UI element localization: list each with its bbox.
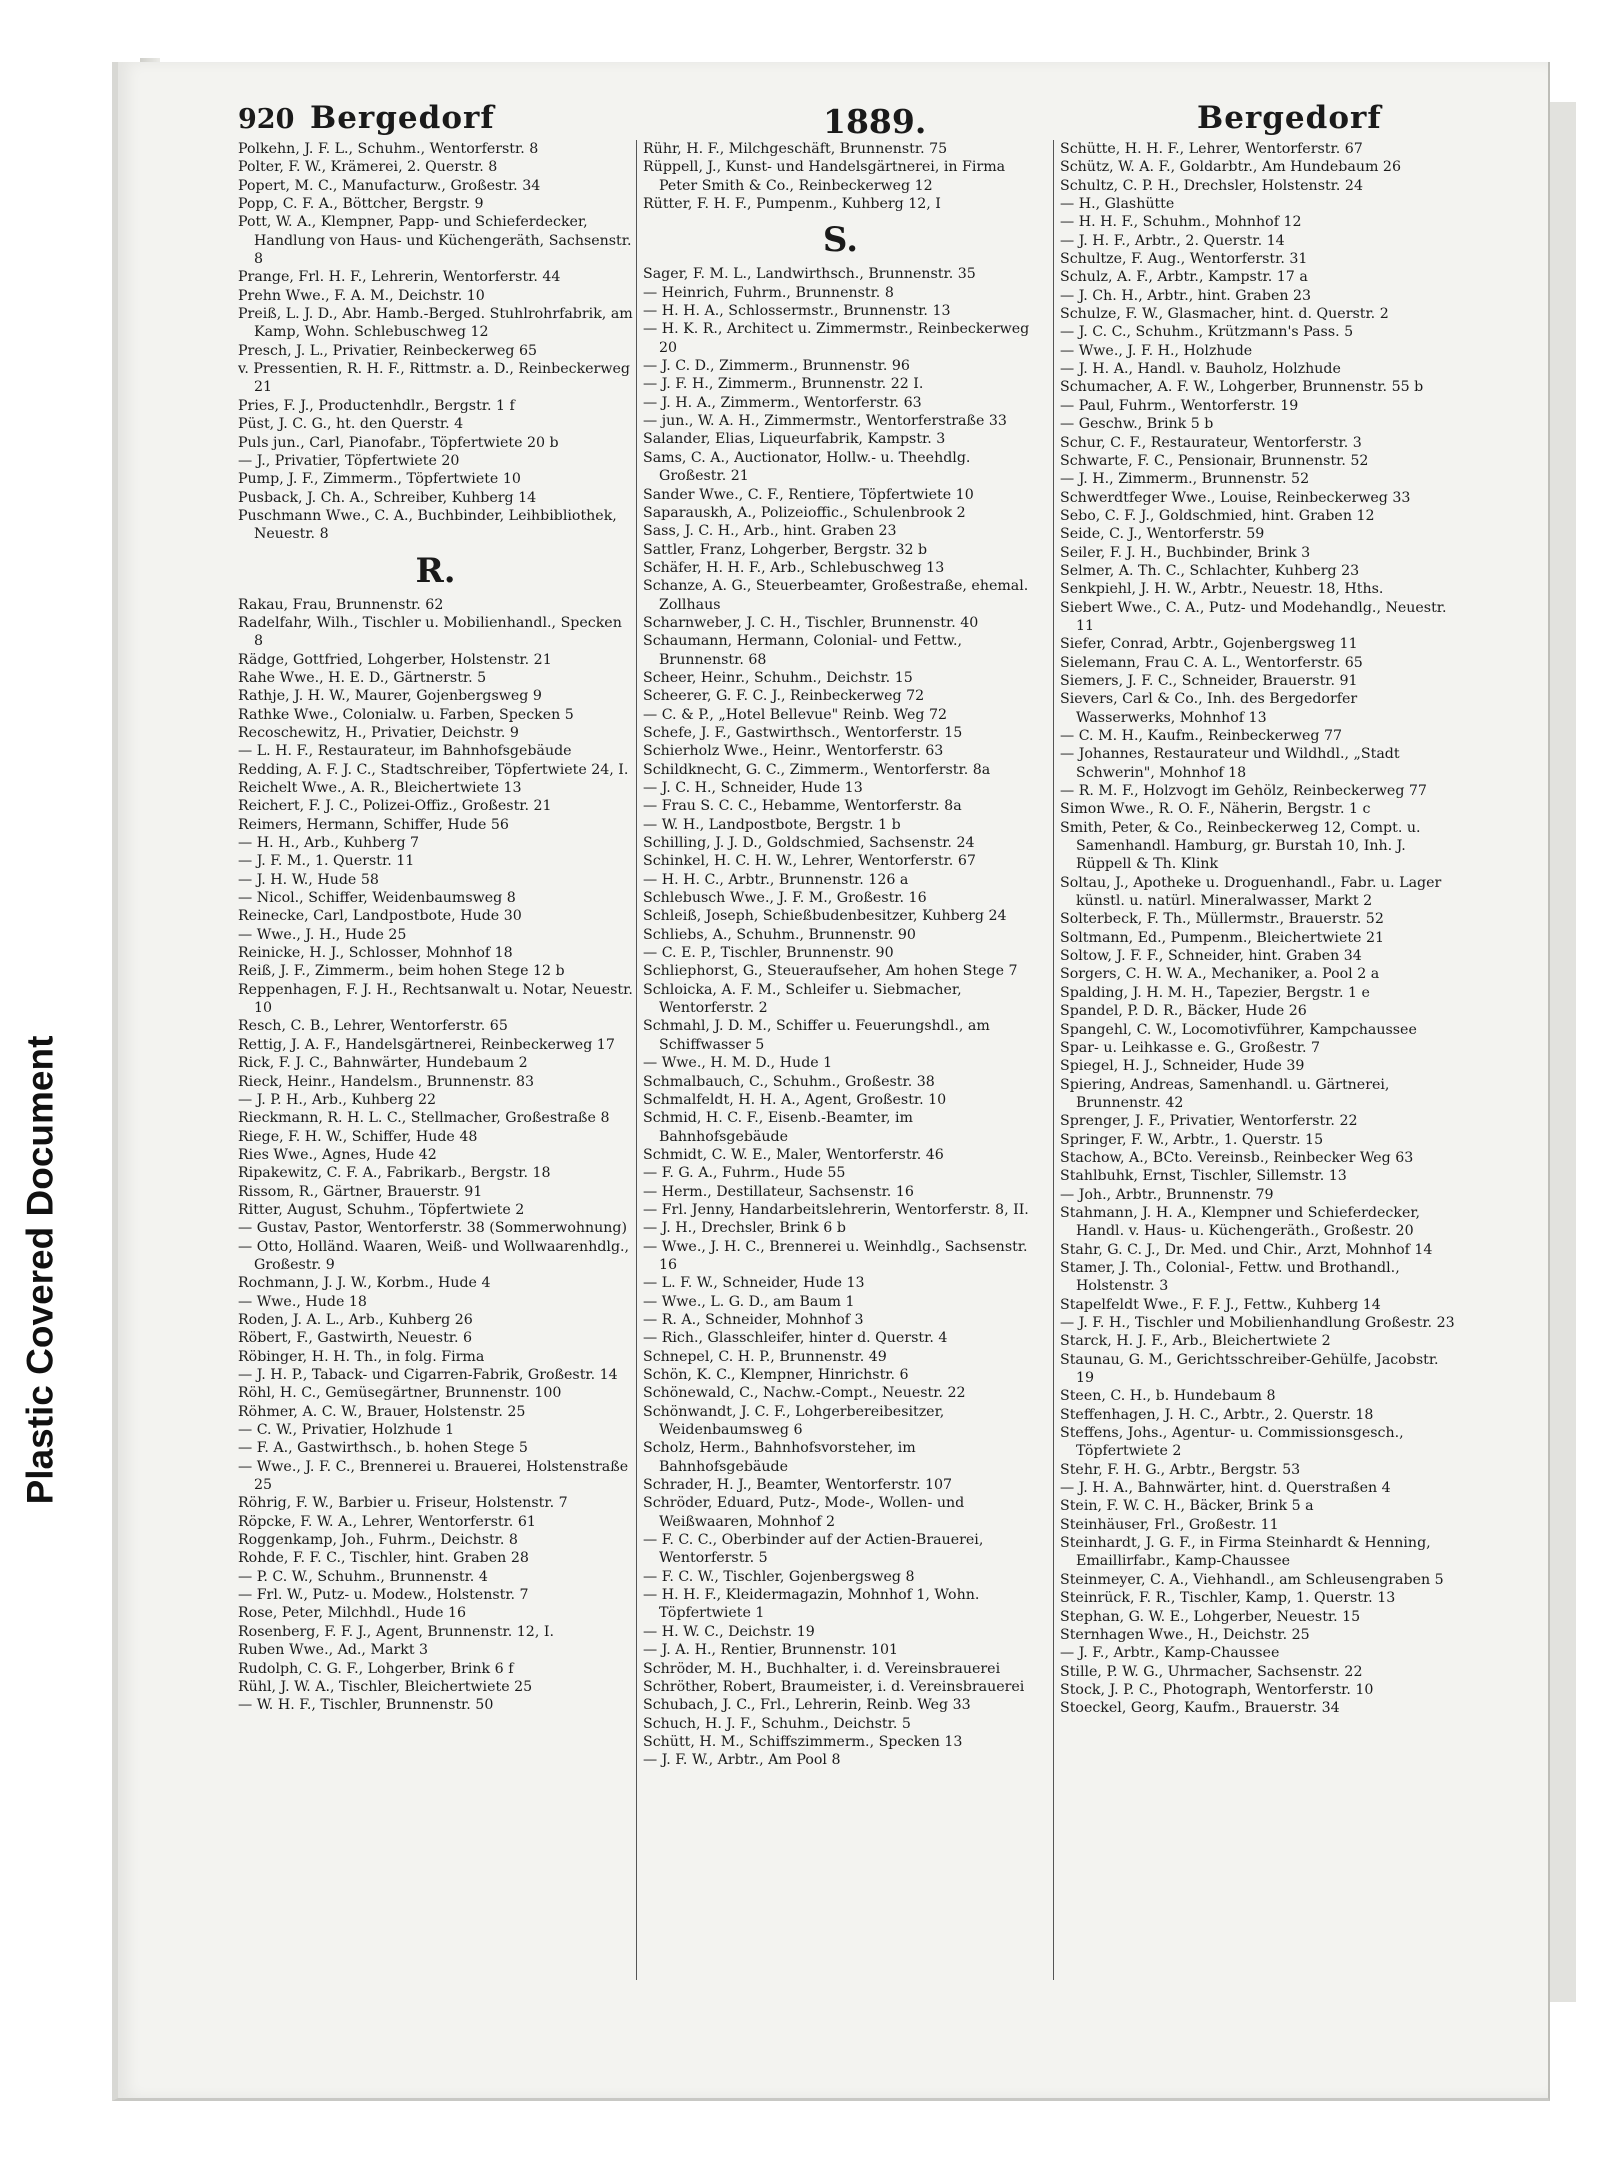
directory-entry: Rick, F. J. C., Bahnwärter, Hundebaum 2 xyxy=(238,1055,528,1072)
directory-entry: — J. H., Drechsler, Brink 6 b xyxy=(643,1220,846,1237)
directory-entry: Sander Wwe., C. F., Rentiere, Töpfertwiete 10 xyxy=(643,486,974,503)
directory-entry: Schuch, H. J. F., Schuhm., Deichstr. 5 xyxy=(643,1715,911,1732)
directory-entry: Sattler, Franz, Lohgerber, Bergstr. 32 b xyxy=(643,541,928,558)
directory-entry: — H. H., Arb., Kuhberg 7 xyxy=(238,835,420,852)
directory-entry: — R. A., Schneider, Mohnhof 3 xyxy=(643,1311,864,1328)
directory-entry: Schulz, A. F., Arbtr., Kampstr. 17 a xyxy=(1060,269,1308,286)
directory-entry: — J. P. H., Arb., Kuhberg 22 xyxy=(238,1091,436,1108)
directory-entry: — J. H. P., Taback- und Cigarren-Fabrik, Großestr. 14 xyxy=(238,1367,618,1383)
section-letter: S. xyxy=(822,220,859,261)
directory-entry: Soltau, J., Apotheke u. Droguenhandl., Fabr. u. Lager künstl. u. natürl. Mineralwasser, Markt 2 xyxy=(1060,874,1442,910)
directory-entry: — J. H., Zimmerm., Brunnenstr. 52 xyxy=(1060,471,1310,488)
directory-entry: — L. H. F., Restaurateur, im Bahnhofsgebäude xyxy=(238,743,572,760)
directory-entry: Stahlbuhk, Ernst, Tischler, Sillemstr. 13 xyxy=(1060,1168,1347,1185)
directory-entry: Popert, M. C., Manufacturw., Großestr. 34 xyxy=(238,177,541,194)
directory-entry: Röhrig, F. W., Barbier u. Friseur, Holstenstr. 7 xyxy=(238,1495,568,1512)
side-label xyxy=(0,1000,80,1540)
directory-entry: — Wwe., L. G. D., am Baum 1 xyxy=(643,1293,855,1310)
directory-entry: Röbinger, H. H. Th., in folg. Firma xyxy=(238,1348,485,1365)
directory-entry: Schröder, M. H., Buchhalter, i. d. Vereinsbrauerei xyxy=(643,1660,1001,1677)
directory-entry: — Wwe., J. F. H., Holzhude xyxy=(1060,342,1253,359)
page-number: 920 xyxy=(238,104,295,135)
directory-entry: Selmer, A. Th. C., Schlachter, Kuhberg 23 xyxy=(1060,562,1360,579)
directory-entry: — Frau S. C. C., Hebamme, Wentorferstr. 8a xyxy=(643,798,962,815)
directory-entry: Roden, J. A. L., Arb., Kuhberg 26 xyxy=(238,1311,473,1328)
directory-entry: — Wwe., Hude 18 xyxy=(238,1293,367,1310)
directory-entry: Stock, J. P. C., Photograph, Wentorferstr. 10 xyxy=(1060,1681,1374,1698)
directory-entry: Riege, F. H. W., Schiffer, Hude 48 xyxy=(238,1128,478,1145)
directory-entry: Rühl, J. W. A., Tischler, Bleichertwiete 25 xyxy=(238,1678,533,1695)
directory-entry: Schaumann, Hermann, Colonial- und Fettw., Brunnenstr. 68 xyxy=(643,633,963,668)
directory-entry: — F. A., Gastwirthsch., b. hohen Stege 5 xyxy=(238,1440,528,1457)
directory-entry: Schulze, F. W., Glasmacher, hint. d. Querstr. 2 xyxy=(1060,306,1389,323)
directory-entry: — W. H. F., Tischler, Brunnenstr. 50 xyxy=(238,1697,494,1714)
directory-entry: Sass, J. C. H., Arb., hint. Graben 23 xyxy=(643,523,897,540)
directory-entry: — Gustav, Pastor, Wentorferstr. 38 (Sommerwohnung) xyxy=(238,1220,628,1237)
directory-entry: Roggenkamp, Joh., Fuhrm., Deichstr. 8 xyxy=(238,1532,518,1549)
directory-entry: — Johannes, Restaurateur und Wildhdl., „Stadt Schwerin", Mohnhof 18 xyxy=(1060,746,1400,781)
column-2 xyxy=(643,140,1038,1770)
directory-entry: — Wwe., J. H., Hude 25 xyxy=(238,926,407,943)
directory-entry: Starck, H. J. F., Arb., Bleichertwiete 2 xyxy=(1060,1333,1331,1350)
directory-entry: Resch, C. B., Lehrer, Wentorferstr. 65 xyxy=(238,1018,508,1035)
directory-entry: v. Pressentien, R. H. F., Rittmstr. a. D., Reinbeckerweg 21 xyxy=(238,361,630,396)
directory-entry: Rakau, Frau, Brunnenstr. 62 xyxy=(238,596,444,613)
directory-entry: Sams, C. A., Auctionator, Hollw.- u. Theehdlg. Großestr. 21 xyxy=(643,449,971,485)
directory-entry: — J. F. W., Arbtr., Am Pool 8 xyxy=(643,1752,841,1769)
directory-entry: Stephan, G. W. E., Lohgerber, Neuestr. 15 xyxy=(1060,1608,1361,1625)
directory-entry: — J. H. F., Arbtr., 2. Querstr. 14 xyxy=(1060,232,1285,249)
directory-entry: Rochmann, J. J. W., Korbm., Hude 4 xyxy=(238,1275,491,1292)
directory-entry: Schultze, F. Aug., Wentorferstr. 31 xyxy=(1060,251,1308,268)
directory-entry: Puschmann Wwe., C. A., Buchbinder, Leihbibliothek, Neuestr. 8 xyxy=(238,507,617,543)
directory-entry: Schefe, J. F., Gastwirthsch., Wentorferstr. 15 xyxy=(643,724,963,741)
directory-entry: Seide, C. J., Wentorferstr. 59 xyxy=(1060,526,1265,543)
directory-entry: — J. A. H., Rentier, Brunnenstr. 101 xyxy=(643,1642,899,1659)
directory-entry: Rüppell, J., Kunst- und Handelsgärtnerei, in Firma Peter Smith & Co., Reinbeckerweg 12 xyxy=(643,159,1006,194)
directory-entry: Schilling, J. J. D., Goldschmied, Sachsenstr. 24 xyxy=(643,835,975,852)
directory-entry: Ruben Wwe., Ad., Markt 3 xyxy=(238,1642,429,1659)
directory-entry: — J. C. D., Zimmerm., Brunnenstr. 96 xyxy=(643,358,910,375)
directory-entry: — H. H. A., Schlossermstr., Brunnenstr. 13 xyxy=(643,303,951,320)
directory-entry: Puls jun., Carl, Pianofabr., Töpfertwiete 20 b xyxy=(238,434,559,451)
directory-entry: Rieckmann, R. H. L. C., Stellmacher, Großestraße 8 xyxy=(238,1110,610,1127)
directory-entry: Sprenger, J. F., Privatier, Wentorferstr. 22 xyxy=(1060,1113,1358,1130)
directory-entry: Rädge, Gottfried, Lohgerber, Holstenstr. 21 xyxy=(238,651,552,668)
directory-entry: — Geschw., Brink 5 b xyxy=(1060,416,1214,433)
directory-entry: Röhl, H. C., Gemüsegärtner, Brunnenstr. 100 xyxy=(238,1385,562,1402)
directory-entry: Stahr, G. C. J., Dr. Med. und Chir., Arzt, Mohnhof 14 xyxy=(1060,1241,1433,1258)
directory-entry: — Heinrich, Fuhrm., Brunnenstr. 8 xyxy=(643,284,894,301)
right-running-title: Bergedorf xyxy=(1197,100,1382,136)
directory-entry: Schleiß, Joseph, Schießbudenbesitzer, Kuhberg 24 xyxy=(643,908,1007,925)
directory-entry: Rose, Peter, Milchhdl., Hude 16 xyxy=(238,1605,467,1622)
directory-entry: Schwerdtfeger Wwe., Louise, Reinbeckerweg 33 xyxy=(1060,489,1411,506)
directory-entry: Polter, F. W., Krämerei, 2. Querstr. 8 xyxy=(238,159,498,176)
directory-entry: Popp, C. F. A., Böttcher, Bergstr. 9 xyxy=(238,196,484,213)
directory-entry: Schildknecht, G. C., Zimmerm., Wentorferstr. 8a xyxy=(643,761,991,778)
directory-entry: — F. G. A., Fuhrm., Hude 55 xyxy=(643,1165,846,1182)
directory-entry: Schmalbauch, C., Schuhm., Großestr. 38 xyxy=(643,1073,935,1090)
directory-entry: Spiegel, H. J., Schneider, Hude 39 xyxy=(1060,1058,1305,1075)
directory-entry: Röhmer, A. C. W., Brauer, Holstenstr. 25 xyxy=(238,1403,526,1420)
directory-entry: Pusback, J. Ch. A., Schreiber, Kuhberg 14 xyxy=(238,489,537,506)
column-1 xyxy=(238,140,633,1715)
directory-entry: Röpcke, F. W. A., Lehrer, Wentorferstr. 61 xyxy=(238,1513,536,1530)
directory-entry: Sielemann, Frau C. A. L., Wentorferstr. 65 xyxy=(1060,654,1363,671)
directory-entry: Scholz, Herm., Bahnhofsvorsteher, im Bahnhofsgebäude xyxy=(643,1440,916,1475)
directory-entry: Schütt, H. M., Schiffszimmerm., Specken 13 xyxy=(643,1733,963,1750)
directory-entry: — Wwe., J. H. C., Brennerei u. Weinhdlg., Sachsenstr. 16 xyxy=(643,1238,1028,1273)
directory-entry: — J. F. H., Zimmerm., Brunnenstr. 22 I. xyxy=(643,376,924,393)
directory-entry: Schnepel, C. H. P., Brunnenstr. 49 xyxy=(643,1348,887,1365)
directory-entry: — Nicol., Schiffer, Weidenbaumsweg 8 xyxy=(238,890,516,907)
directory-entry: — J. F., Arbtr., Kamp-Chaussee xyxy=(1060,1645,1280,1662)
directory-entry: Schierholz Wwe., Heinr., Wentorferstr. 63 xyxy=(643,743,944,760)
column-rule xyxy=(1053,140,1054,1980)
directory-entry: — Herm., Destillateur, Sachsenstr. 16 xyxy=(643,1183,914,1200)
directory-entry: — Joh., Arbtr., Brunnenstr. 79 xyxy=(1060,1186,1274,1203)
directory-entry: Sebo, C. F. J., Goldschmied, hint. Graben 12 xyxy=(1060,507,1375,524)
directory-entry: Schäfer, H. H. F., Arb., Schlebuschweg 13 xyxy=(643,559,945,576)
directory-entry: Radelfahr, Wilh., Tischler u. Mobilienhandl., Specken 8 xyxy=(238,614,622,650)
directory-entry: Pott, W. A., Klempner, Papp- und Schieferdecker, Handlung von Haus- und Küchengeräth, Sachsenstr. 8 xyxy=(238,214,632,268)
directory-entry: — H. H. F., Schuhm., Mohnhof 12 xyxy=(1060,214,1302,231)
directory-entry: Polkehn, J. F. L., Schuhm., Wentorferstr. 8 xyxy=(238,141,539,157)
directory-entry: Schütte, H. H. F., Lehrer, Wentorferstr. 67 xyxy=(1060,141,1363,157)
directory-entry: Siemers, J. F. C., Schneider, Brauerstr. 91 xyxy=(1060,672,1358,689)
directory-entry: Steffens, Johs., Agentur- u. Commissionsgesch., Töpfertwiete 2 xyxy=(1060,1425,1404,1460)
directory-entry: Steinhäuser, Frl., Großestr. 11 xyxy=(1060,1516,1279,1533)
directory-entry: Senkpiehl, J. H. W., Arbtr., Neuestr. 18, Hths. xyxy=(1060,581,1384,598)
directory-entry: Schanze, A. G., Steuerbeamter, Großestraße, ehemal. Zollhaus xyxy=(643,578,1029,613)
directory-entry: Rohde, F. F. C., Tischler, hint. Graben 28 xyxy=(238,1550,529,1567)
directory-entry: Presch, J. L., Privatier, Reinbeckerweg 65 xyxy=(238,342,538,359)
directory-entry: Rühr, H. F., Milchgeschäft, Brunnenstr. 75 xyxy=(643,141,948,157)
directory-entry: Rieck, Heinr., Handelsm., Brunnenstr. 83 xyxy=(238,1073,535,1090)
directory-entry: — J. C. C., Schuhm., Krützmann's Pass. 5 xyxy=(1060,324,1354,341)
directory-entry: — L. F. W., Schneider, Hude 13 xyxy=(643,1275,865,1292)
directory-entry: Schliephorst, G., Steueraufseher, Am hohen Stege 7 xyxy=(643,963,1018,980)
directory-entry: — J. Ch. H., Arbtr., hint. Graben 23 xyxy=(1060,287,1312,304)
directory-entry: Rahe Wwe., H. E. D., Gärtnerstr. 5 xyxy=(238,669,487,686)
directory-entry: — C. M. H., Kaufm., Reinbeckerweg 77 xyxy=(1060,728,1343,744)
directory-entry: Rathje, J. H. W., Maurer, Gojenbergsweg 9 xyxy=(238,688,542,705)
column-rule xyxy=(636,140,637,1980)
directory-entry: — Rich., Glasschleifer, hinter d. Querstr. 4 xyxy=(643,1330,948,1347)
directory-entry: — H., Glashütte xyxy=(1060,196,1175,213)
directory-entry: — W. H., Landpostbote, Bergstr. 1 b xyxy=(643,816,901,833)
directory-entry: Sager, F. M. L., Landwirthsch., Brunnenstr. 35 xyxy=(643,266,976,283)
directory-entry: Reinicke, H. J., Schlosser, Mohnhof 18 xyxy=(238,945,513,962)
directory-entry: Rütter, F. H. F., Pumpenm., Kuhberg 12, I xyxy=(643,196,941,213)
directory-entry: — J. H. A., Bahnwärter, hint. d. Querstraßen 4 xyxy=(1060,1480,1391,1497)
directory-entry: Rosenberg, F. F. J., Agent, Brunnenstr. 12, I. xyxy=(238,1623,554,1640)
directory-entry: Scheer, Heinr., Schuhm., Deichstr. 15 xyxy=(643,669,913,686)
directory-entry: — H. K. R., Architect u. Zimmermstr., Reinbeckerweg 20 xyxy=(643,321,1030,356)
directory-entry: Steffenhagen, J. H. C., Arbtr., 2. Querstr. 18 xyxy=(1060,1406,1374,1423)
directory-entry: Ritter, August, Schuhm., Töpfertwiete 2 xyxy=(238,1201,525,1218)
directory-entry: Scheerer, G. F. C. J., Reinbeckerweg 72 xyxy=(643,688,925,705)
directory-entry: — Otto, Holländ. Waaren, Weiß- und Wollwaarenhdlg., Großestr. 9 xyxy=(238,1238,630,1273)
directory-entry: — J. H. A., Zimmerm., Wentorferstr. 63 xyxy=(643,394,922,411)
directory-entry: Sorgers, C. H. W. A., Mechaniker, a. Pool 2 a xyxy=(1060,966,1380,983)
directory-entry: Siebert Wwe., C. A., Putz- und Modehandlg., Neuestr. 11 xyxy=(1060,599,1447,634)
directory-entry: Stachow, A., BCto. Vereinsb., Reinbecker Weg 63 xyxy=(1060,1149,1414,1166)
directory-entry: — jun., W. A. H., Zimmermstr., Wentorferstraße 33 xyxy=(643,413,1007,430)
directory-entry: Rathke Wwe., Colonialw. u. Farben, Specken 5 xyxy=(238,706,574,723)
side-label-text: Plastic Covered Document xyxy=(19,1035,60,1505)
directory-entry: Schönewald, C., Nachw.-Compt., Neuestr. 22 xyxy=(643,1385,966,1402)
directory-entry: Stehr, F. H. G., Arbtr., Bergstr. 53 xyxy=(1060,1461,1301,1478)
directory-entry: Schröder, Eduard, Putz-, Mode-, Wollen- und Weißwaaren, Mohnhof 2 xyxy=(643,1495,965,1530)
directory-entry: Stamer, J. Th., Colonial-, Fettw. und Brothandl., Holstenstr. 3 xyxy=(1060,1259,1400,1295)
directory-entry: Püst, J. C. G., ht. den Querstr. 4 xyxy=(238,416,464,433)
directory-entry: — P. C. W., Schuhm., Brunnenstr. 4 xyxy=(238,1568,488,1585)
directory-entry: Schliebs, A., Schuhm., Brunnenstr. 90 xyxy=(643,926,916,943)
directory-entry: Rudolph, C. G. F., Lohgerber, Brink 6 f xyxy=(238,1660,514,1677)
directory-entry: — F. C. W., Tischler, Gojenbergsweg 8 xyxy=(643,1568,915,1585)
directory-entry: — J. C. H., Schneider, Hude 13 xyxy=(643,780,863,796)
directory-entry: — J., Privatier, Töpfertwiete 20 xyxy=(238,452,460,469)
directory-entry: Reiß, J. F., Zimmerm., beim hohen Stege 12 b xyxy=(238,963,565,980)
directory-entry: Recoschewitz, H., Privatier, Deichstr. 9 xyxy=(238,724,519,741)
directory-entry: Spar- u. Leihkasse e. G., Großestr. 7 xyxy=(1060,1039,1321,1056)
directory-entry: Schmidt, C. W. E., Maler, Wentorferstr. 46 xyxy=(643,1146,944,1163)
directory-entry: Schubach, J. C., Frl., Lehrerin, Reinb. Weg 33 xyxy=(643,1697,971,1714)
directory-entry: Seiler, F. J. H., Buchbinder, Brink 3 xyxy=(1060,544,1311,561)
directory-entry: — C. & P., „Hotel Bellevue" Reinb. Weg 72 xyxy=(643,706,948,723)
directory-entry: — J. H. W., Hude 58 xyxy=(238,871,379,888)
directory-entry: Siefer, Conrad, Arbtr., Gojenbergsweg 11 xyxy=(1060,636,1358,653)
directory-entry: Schönwandt, J. C. F., Lohgerbereibesitzer, Weidenbaumsweg 6 xyxy=(643,1403,945,1439)
directory-entry: Schön, K. C., Klempner, Hinrichstr. 6 xyxy=(643,1367,909,1383)
directory-entry: Solterbeck, F. Th., Müllermstr., Brauerstr. 52 xyxy=(1060,911,1384,928)
directory-entry: Soltow, J. F. F., Schneider, hint. Graben 34 xyxy=(1060,948,1362,965)
directory-entry: — H. H. C., Arbtr., Brunnenstr. 126 a xyxy=(643,871,909,888)
directory-entry: Schröther, Robert, Braumeister, i. d. Vereinsbrauerei xyxy=(643,1678,1025,1695)
directory-entry: — Frl. Jenny, Handarbeitslehrerin, Wentorferstr. 8, II. xyxy=(643,1201,1029,1218)
directory-entry: — Frl. W., Putz- u. Modew., Holstenstr. 7 xyxy=(238,1587,529,1604)
directory-entry: Schultz, C. P. H., Drechsler, Holstenstr. 24 xyxy=(1060,177,1363,194)
directory-entry: Reinecke, Carl, Landpostbote, Hude 30 xyxy=(238,908,522,925)
left-running-title: Bergedorf xyxy=(310,100,495,136)
directory-entry: Spangehl, C. W., Locomotivführer, Kampchaussee xyxy=(1060,1021,1417,1038)
directory-entry: Schmahl, J. D. M., Schiffer u. Feuerungshdl., am Schiffwasser 5 xyxy=(643,1018,990,1053)
directory-entry: Salander, Elias, Liqueurfabrik, Kampstr. 3 xyxy=(643,431,946,448)
directory-entry: Schwarte, F. C., Pensionair, Brunnenstr. 52 xyxy=(1060,452,1369,469)
directory-entry: Sievers, Carl & Co., Inh. des Bergedorfer Wasserwerks, Mohnhof 13 xyxy=(1060,691,1358,726)
directory-entry: Schloicka, A. F. M., Schleifer u. Siebmacher, Wentorferstr. 2 xyxy=(643,981,962,1017)
directory-entry: Steinrück, F. R., Tischler, Kamp, 1. Querstr. 13 xyxy=(1060,1590,1396,1607)
directory-entry: Smith, Peter, & Co., Reinbeckerweg 12, Compt. u. Samenhandl. Hamburg, gr. Burstah 10, Inh. J. Rüppell & Th. Klink xyxy=(1060,819,1421,873)
directory-entry: Steinhardt, J. G. F., in Firma Steinhardt & Henning, Emaillirfabr., Kamp-Chaussee xyxy=(1060,1535,1431,1570)
directory-entry: Simon Wwe., R. O. F., Näherin, Bergstr. 1 c xyxy=(1060,801,1371,818)
directory-entry: Ries Wwe., Agnes, Hude 42 xyxy=(238,1146,437,1163)
directory-entry: Stein, F. W. C. H., Bäcker, Brink 5 a xyxy=(1060,1498,1314,1515)
directory-entry: Schrader, H. J., Beamter, Wentorferstr. 107 xyxy=(643,1477,953,1494)
directory-entry: Reichelt Wwe., A. R., Bleichertwiete 13 xyxy=(238,780,522,796)
directory-entry: — H. H. F., Kleidermagazin, Mohnhof 1, Wohn. Töpfertwiete 1 xyxy=(643,1587,980,1622)
directory-entry: Preiß, L. J. D., Abr. Hamb.-Berged. Stuhlrohrfabrik, am Kamp, Wohn. Schlebuschweg 12 xyxy=(238,306,633,341)
directory-entry: Stahmann, J. H. A., Klempner und Schieferdecker, Handl. v. Haus- u. Küchengeräth., Großestr. 20 xyxy=(1060,1204,1421,1240)
directory-entry: Scharnweber, J. C. H., Tischler, Brunnenstr. 40 xyxy=(643,614,979,631)
directory-entry: — Paul, Fuhrm., Wentorferstr. 19 xyxy=(1060,397,1299,414)
directory-entry: Spalding, J. H. M. H., Tapezier, Bergstr. 1 e xyxy=(1060,984,1370,1001)
directory-entry: Ripakewitz, C. F. A., Fabrikarb., Bergstr. 18 xyxy=(238,1165,551,1182)
directory-entry: Schmid, H. C. F., Eisenb.-Beamter, im Bahnhofsgebäude xyxy=(643,1110,913,1145)
directory-entry: Schur, C. F., Restaurateur, Wentorferstr. 3 xyxy=(1060,434,1362,451)
section-letter: R. xyxy=(415,550,456,591)
directory-entry: Schmalfeldt, H. H. A., Agent, Großestr. 10 xyxy=(643,1091,947,1108)
directory-entry: Steinmeyer, C. A., Viehhandl., am Schleusengraben 5 xyxy=(1060,1571,1444,1588)
directory-entry: Stille, P. W. G., Uhrmacher, Sachsenstr. 22 xyxy=(1060,1663,1363,1680)
directory-entry: Schumacher, A. F. W., Lohgerber, Brunnenstr. 55 b xyxy=(1060,379,1424,396)
directory-entry: Stoeckel, Georg, Kaufm., Brauerstr. 34 xyxy=(1060,1700,1340,1717)
directory-entry: Reppenhagen, F. J. H., Rechtsanwalt u. Notar, Neuestr. 10 xyxy=(238,981,633,1017)
directory-entry: Rettig, J. A. F., Handelsgärtnerei, Reinbeckerweg 17 xyxy=(238,1036,615,1053)
directory-entry: Prehn Wwe., F. A. M., Deichstr. 10 xyxy=(238,287,485,304)
directory-entry: — Wwe., J. F. C., Brennerei u. Brauerei, Holstenstraße 25 xyxy=(238,1458,629,1494)
directory-entry: Redding, A. F. J. C., Stadtschreiber, Töpfertwiete 24, I. xyxy=(238,761,629,778)
directory-entry: Schinkel, H. C. H. W., Lehrer, Wentorferstr. 67 xyxy=(643,853,976,870)
directory-entry: — Wwe., H. M. D., Hude 1 xyxy=(643,1055,833,1072)
directory-entry: Steen, C. H., b. Hundebaum 8 xyxy=(1060,1388,1276,1405)
directory-entry: Pries, F. J., Productenhdlr., Bergstr. 1 f xyxy=(238,397,515,414)
directory-entry: Soltmann, Ed., Pumpenm., Bleichertwiete 21 xyxy=(1060,929,1385,946)
directory-entry: Reichert, F. J. C., Polizei-Offiz., Großestr. 21 xyxy=(238,798,552,815)
directory-entry: Reimers, Hermann, Schiffer, Hude 56 xyxy=(238,816,509,833)
directory-entry: Saparauskh, A., Polizeioffic., Schulenbrook 2 xyxy=(643,504,966,521)
directory-entry: — H. W. C., Deichstr. 19 xyxy=(643,1623,815,1640)
directory-entry: Stapelfeldt Wwe., F. F. J., Fettw., Kuhberg 14 xyxy=(1060,1296,1381,1313)
directory-entry: Rissom, R., Gärtner, Brauerstr. 91 xyxy=(238,1183,483,1200)
directory-entry: Sternhagen Wwe., H., Deichstr. 25 xyxy=(1060,1626,1310,1643)
directory-entry: Pump, J. F., Zimmerm., Töpfertwiete 10 xyxy=(238,471,521,488)
directory-entry: — J. F. M., 1. Querstr. 11 xyxy=(238,853,415,870)
directory-entry: Spandel, P. D. R., Bäcker, Hude 26 xyxy=(1060,1003,1307,1020)
directory-entry: — F. C. C., Oberbinder auf der Actien-Brauerei, Wentorferstr. 5 xyxy=(643,1532,984,1567)
year-title: 1889. xyxy=(823,102,927,141)
column-3 xyxy=(1060,140,1455,1718)
directory-entry: Prange, Frl. H. F., Lehrerin, Wentorferstr. 44 xyxy=(238,269,561,286)
directory-entry: — J. H. A., Handl. v. Bauholz, Holzhude xyxy=(1060,361,1341,378)
directory-entry: — J. F. H., Tischler und Mobilienhandlung Großestr. 23 xyxy=(1060,1315,1455,1331)
directory-entry: — R. M. F., Holzvogt im Gehölz, Reinbeckerweg 77 xyxy=(1060,783,1427,800)
directory-entry: Schütz, W. A. F., Goldarbtr., Am Hundebaum 26 xyxy=(1060,159,1401,176)
directory-entry: Röbert, F., Gastwirth, Neuestr. 6 xyxy=(238,1330,473,1347)
directory-entry: Spiering, Andreas, Samenhandl. u. Gärtnerei, Brunnenstr. 42 xyxy=(1060,1076,1390,1111)
directory-entry: Schlebusch Wwe., J. F. M., Großestr. 16 xyxy=(643,890,927,907)
directory-entry: Staunau, G. M., Gerichtsschreiber-Gehülfe, Jacobstr. 19 xyxy=(1060,1351,1439,1387)
directory-entry: — C. E. P., Tischler, Brunnenstr. 90 xyxy=(643,945,894,962)
directory-entry: — C. W., Privatier, Holzhude 1 xyxy=(238,1422,455,1439)
directory-entry: Springer, F. W., Arbtr., 1. Querstr. 15 xyxy=(1060,1131,1324,1148)
